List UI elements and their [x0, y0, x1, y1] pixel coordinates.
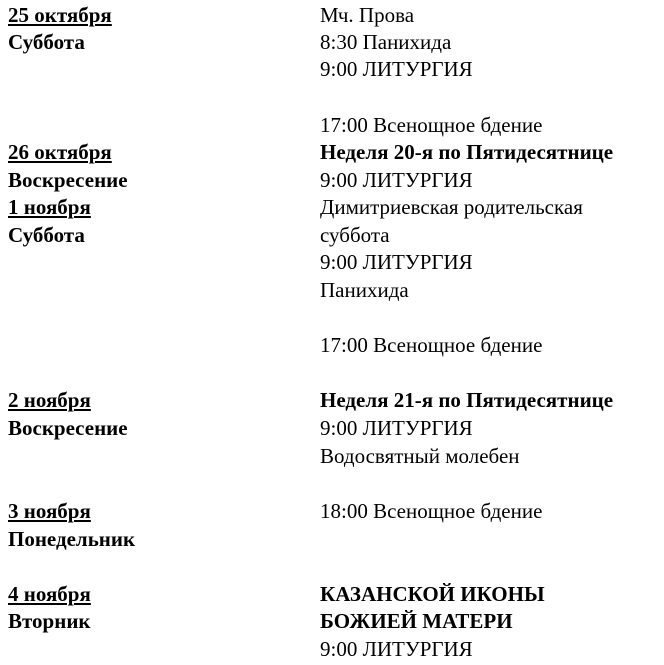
service-line: 9:00 ЛИТУРГИЯ: [320, 57, 473, 81]
service-line: 17:00 Всенощное бдение: [320, 333, 543, 357]
service-line: 9:00 ЛИТУРГИЯ: [320, 250, 473, 274]
service-line: 8:30 Панихида: [320, 30, 452, 54]
service-line: 17:00 Всенощное бдение: [320, 113, 543, 137]
date-nov-2: 2 ноября: [8, 388, 91, 412]
weekday-oct-26: Воскресение: [8, 168, 128, 192]
service-line: Панихида: [320, 278, 409, 302]
feast-title: Неделя 21-я по Пятидесятнице: [320, 388, 614, 412]
service-line: 9:00 ЛИТУРГИЯ: [320, 416, 473, 440]
service-line: суббота: [320, 223, 390, 247]
date-nov-4: 4 ноября: [8, 582, 91, 606]
date-oct-26: 26 октября: [8, 140, 112, 164]
weekday-nov-4: Вторник: [8, 609, 91, 633]
weekday-nov-2: Воскресение: [8, 416, 128, 440]
service-line: 18:00 Всенощное бдение: [320, 499, 543, 523]
date-nov-1: 1 ноября: [8, 195, 91, 219]
service-line: Водосвятный молебен: [320, 444, 520, 468]
weekday-nov-3: Понедельник: [8, 527, 136, 551]
feast-title: БОЖИЕЙ МАТЕРИ: [320, 609, 513, 633]
date-oct-25: 25 октября: [8, 3, 112, 27]
weekday-oct-25: Суббота: [8, 30, 85, 54]
service-line: Димитриевская родительская: [320, 195, 583, 219]
feast-title: Неделя 20-я по Пятидесятнице: [320, 140, 614, 164]
service-line: 9:00 ЛИТУРГИЯ: [320, 637, 473, 661]
date-nov-3: 3 ноября: [8, 499, 91, 523]
service-line: Мч. Прова: [320, 3, 415, 27]
weekday-nov-1: Суббота: [8, 223, 85, 247]
feast-title: КАЗАНСКОЙ ИКОНЫ: [320, 582, 545, 606]
service-line: 9:00 ЛИТУРГИЯ: [320, 168, 473, 192]
